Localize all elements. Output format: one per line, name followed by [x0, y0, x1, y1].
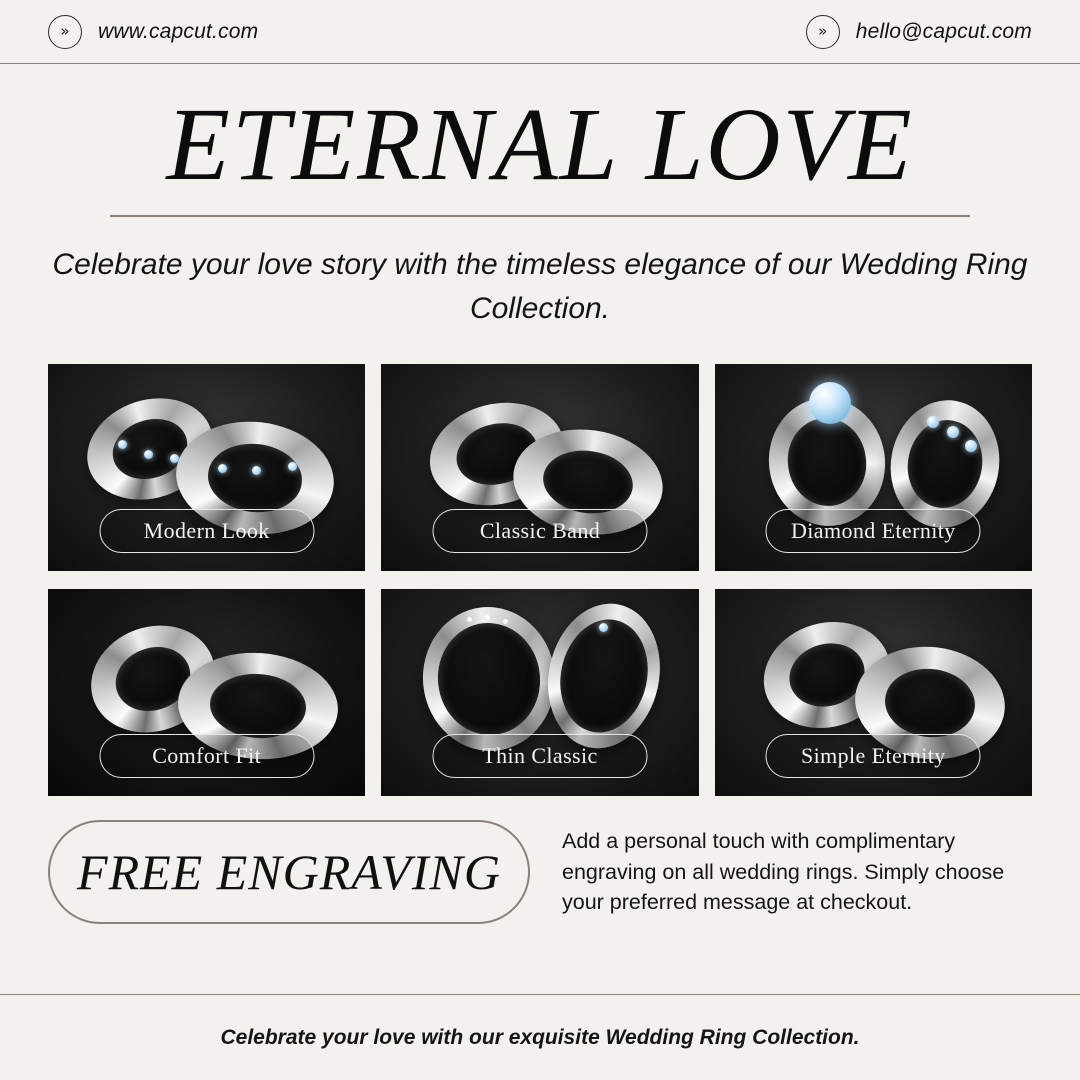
double-chevron-right-icon: » — [48, 15, 82, 49]
gallery-card-comfort-fit[interactable] — [48, 589, 365, 796]
gallery-card-label: Classic Band — [432, 509, 647, 553]
website-contact[interactable] — [48, 15, 258, 49]
email-address: hello@capcut.com — [855, 19, 1032, 43]
hero-section — [0, 64, 1080, 330]
gallery-card-label: Modern Look — [99, 509, 314, 553]
email-contact[interactable] — [806, 15, 1032, 49]
footer-bar — [0, 994, 1080, 1080]
footer-text: Celebrate your love with our exquisite Wedding Ring Collection. — [220, 1025, 860, 1049]
double-chevron-right-icon: » — [806, 15, 840, 49]
gem-icon — [947, 426, 959, 438]
gallery-card-modern-look[interactable] — [48, 364, 365, 571]
gem-icon — [809, 382, 851, 424]
gallery-card-label: Simple Eternity — [766, 734, 981, 778]
gallery-card-classic-band[interactable] — [381, 364, 698, 571]
free-engraving-badge: FREE ENGRAVING — [48, 820, 530, 924]
title-divider — [110, 215, 970, 217]
top-contact-bar — [0, 0, 1080, 64]
ring-gallery — [48, 364, 1032, 796]
website-url: www.capcut.com — [98, 19, 259, 43]
gallery-card-simple-eternity[interactable] — [715, 589, 1032, 796]
engraving-section — [48, 820, 1032, 924]
gallery-card-label: Diamond Eternity — [766, 509, 981, 553]
gallery-card-label: Comfort Fit — [99, 734, 314, 778]
gallery-card-label: Thin Classic — [432, 734, 647, 778]
page-title: ETERNAL LOVE — [166, 87, 914, 202]
hero-subtitle: Celebrate your love story with the timeless elegance of our Wedding Ring Collection. — [52, 248, 1028, 325]
gem-icon — [965, 440, 977, 452]
gallery-card-thin-classic[interactable] — [381, 589, 698, 796]
engraving-description: Add a personal touch with complimentary engraving on all wedding rings. Simply choose your preferred message at checkout. — [562, 829, 1005, 915]
gallery-card-diamond-eternity[interactable] — [715, 364, 1032, 571]
gem-icon — [927, 416, 939, 428]
